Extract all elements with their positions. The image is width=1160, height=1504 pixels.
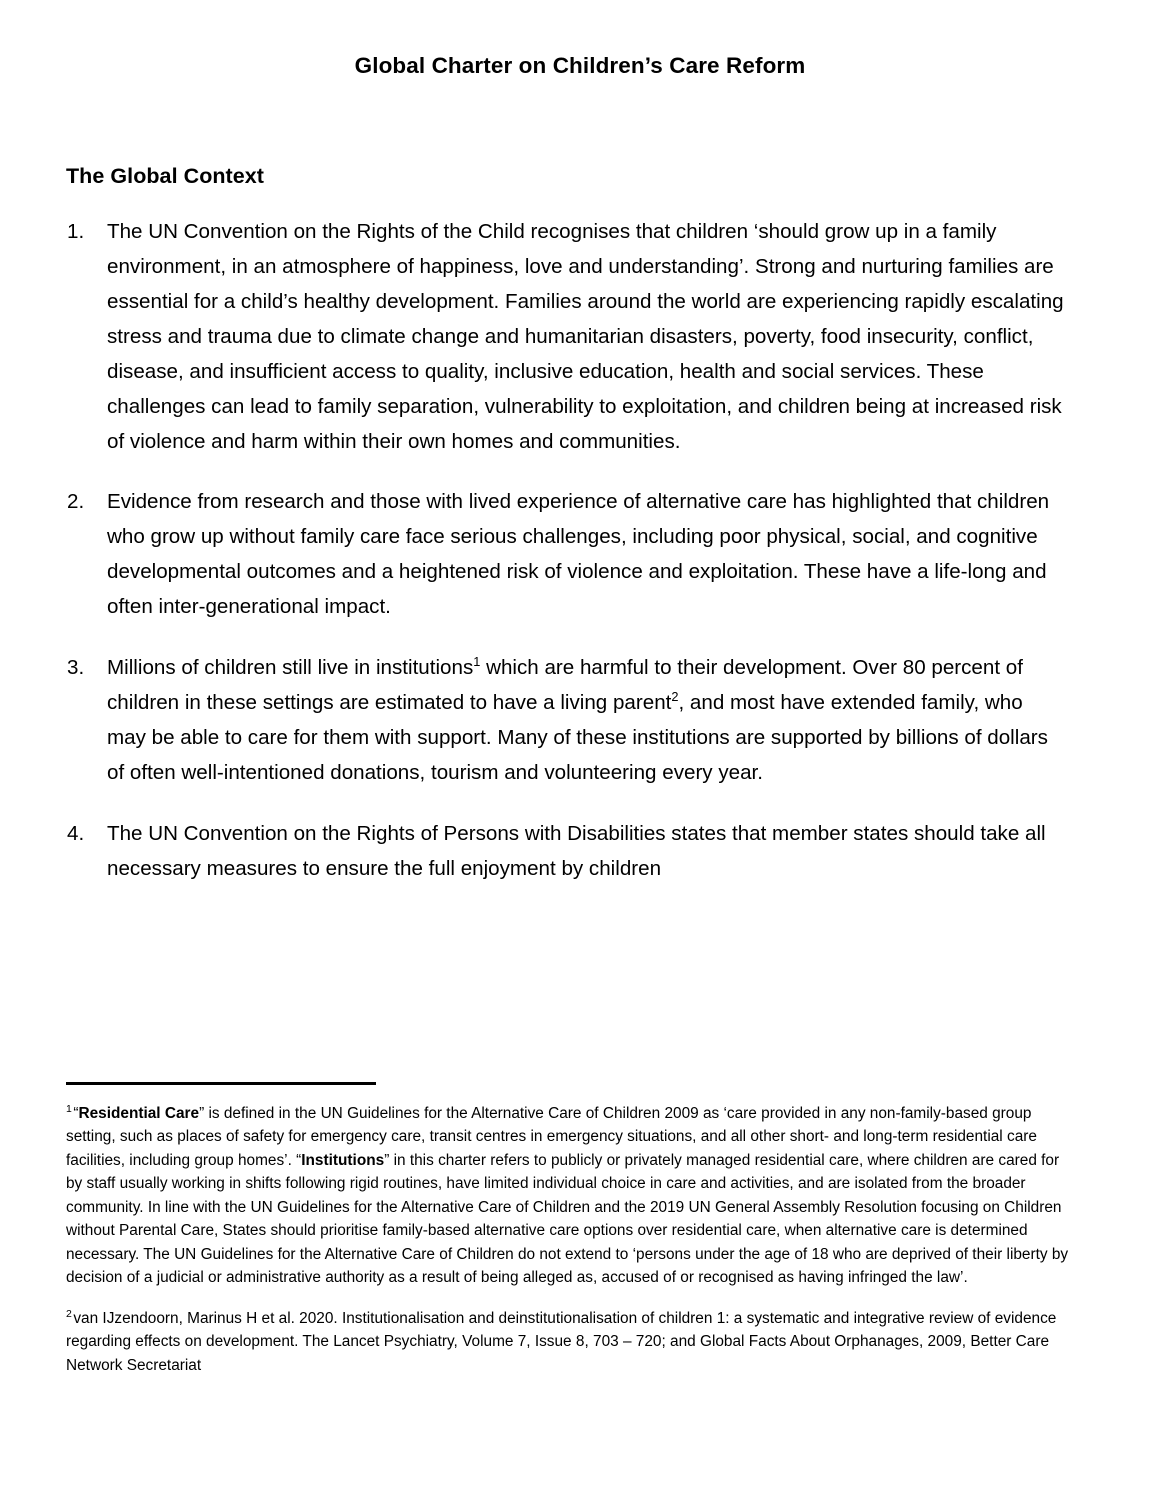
footnote-2-marker: 2 (66, 1308, 72, 1320)
list-item-number: 3. (67, 656, 85, 680)
body-region (0, 80, 1160, 886)
list-item-number: 4. (67, 821, 85, 845)
list-item (66, 215, 1064, 459)
footnote-reference-1[interactable]: 1 (473, 654, 481, 670)
footnote-1-marker: 1 (66, 1103, 72, 1115)
footnote-1 (66, 1102, 1072, 1290)
list-item (66, 817, 1064, 887)
list-item (66, 651, 1064, 791)
page-title: Global Charter on Children’s Care Reform (354, 53, 806, 78)
footnote-1-body: “Residential Care” is defined in the UN Guidelines for the Alternative Care of Children 2009 as ‘care provided in any non-family-based group setting, such as places of safety for emergency care, transit centres in emergency situations, and all other short- and long-term residential care facilities, including group homes’. “Institutions” in this charter refers to publicly or privately managed residential care, where children are cared for by staff usually working in shifts following rigid routines, have limited individual choice in care and activities, and are isolated from the broader community. In line with the UN Guidelines for the Alternative Care of Children and the 2019 UN General Assembly Resolution focusing on Children without Parental Care, States should prioritise family-based alternative care options over residential care, when alternative care is determined necessary. The UN Guidelines for the Alternative Care of Children do not extend to ‘persons under the age of 18 who are deprived of their liberty by decision of a judicial or administrative authority as a result of being alleged as, accused of or recognised as having infringed the law’. (66, 1105, 1069, 1287)
section-heading: The Global Context (66, 164, 264, 189)
list-item-text (107, 651, 1064, 791)
list-item-text: The UN Convention on the Rights of Persons with Disabilities states that member states should take all necessary measures to ensure the full enjoyment by children (107, 821, 1046, 880)
footnote-2 (66, 1307, 1072, 1377)
list-item-text: The UN Convention on the Rights of the Child recognises that children ‘should grow up in a family environment, in an atmosphere of happiness, love and understanding’. Strong and nurturing families are essential for a child’s healthy development. Families around the world are experiencing rapidly escalating stress and trauma due to climate change and humanitarian disasters, poverty, food insecurity, conflict, disease, and insufficient access to quality, inclusive education, health and social services. These challenges can lead to family separation, vulnerability to exploitation, and children being at increased risk of violence and harm within their own homes and communities. (107, 220, 1064, 453)
list-item-text-part-2: which are harmful to their development. Over 80 percent of children in these settings are estimated to have a living parent (107, 656, 1023, 714)
list-item-text: Evidence from research and those with lived experience of alternative care has highlighted that children who grow up without family care face serious challenges, including poor physical, social, and cognitive developmental outcomes and a heightened risk of violence and exploitation. These have a life-long and often inter-generational impact. (107, 490, 1050, 619)
numbered-paragraph-list (66, 215, 1064, 886)
list-item (66, 485, 1064, 625)
footnote-area (66, 1082, 1072, 1377)
list-item-number: 1. (67, 220, 85, 244)
list-item-text-part-1: Millions of children still live in institutions (107, 656, 474, 680)
list-item-number: 2. (67, 490, 85, 514)
footnote-2-body: van IJzendoorn, Marinus H et al. 2020. Institutionalisation and deinstitutionalisation of children 1: a systematic and integrative review of evidence regarding effects on development. The Lancet Psychiatry, Volume 7, Issue 8, 703 – 720; and Global Facts About Orphanages, 2009, Better Care Network Secretariat (66, 1309, 1057, 1374)
footnote-reference-2[interactable]: 2 (671, 689, 679, 705)
list-item-text-part-3: , and most have extended family, who may be able to care for them with support. Many of these institutions are supported by billions of dollars of often well-intentioned donations, tourism and volunteering every year. (107, 690, 1048, 784)
footnote-separator-rule (66, 1082, 376, 1085)
